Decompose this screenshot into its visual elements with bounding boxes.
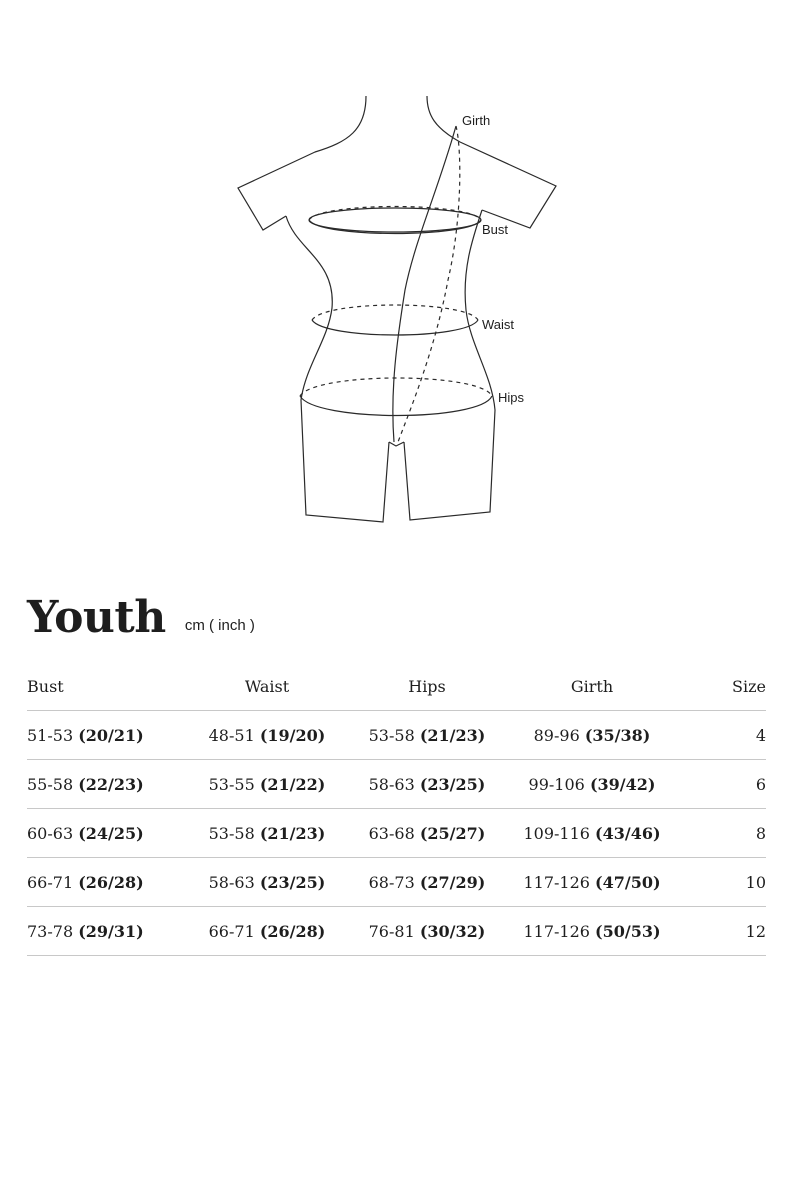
- girth-cm: 117-126: [523, 921, 590, 941]
- size-cell: 4: [682, 711, 766, 760]
- bust-inch: (24/25): [78, 823, 144, 843]
- hips-inch: (25/27): [419, 823, 486, 843]
- bust-cell: [27, 858, 182, 907]
- girth-cm: 109-116: [523, 823, 590, 843]
- waist-inch: (21/23): [259, 823, 326, 843]
- hips-cm: 58-63: [368, 774, 415, 794]
- waist-cm: 53-55: [208, 774, 255, 794]
- hips-inch: (27/29): [419, 872, 486, 892]
- right-torso-outline: [404, 210, 495, 520]
- waist-cell: [182, 760, 352, 809]
- hips-inch: (23/25): [419, 774, 486, 794]
- bust-front-line: [309, 208, 481, 232]
- girth-inch: (39/42): [589, 774, 656, 794]
- girth-inch: (47/50): [595, 872, 661, 892]
- right-shoulder-outline: [427, 96, 556, 228]
- waist-cm: 58-63: [208, 872, 255, 892]
- table-header-row: [27, 662, 766, 711]
- waist-inch: (26/28): [259, 921, 326, 941]
- size-cell: 8: [682, 809, 766, 858]
- hips-cell: [352, 711, 502, 760]
- waist-back-line: [312, 305, 478, 320]
- girth-label: Girth: [462, 113, 491, 128]
- body-outline-illustration: [220, 90, 560, 530]
- hips-cell: [352, 809, 502, 858]
- bust-cm: 51-53: [27, 725, 74, 745]
- waist-cell: [182, 809, 352, 858]
- bust-cell: [27, 907, 182, 956]
- table-row: [27, 858, 766, 907]
- girth-cell: [502, 760, 682, 809]
- hips-cell: [352, 907, 502, 956]
- girth-front-line: [393, 126, 456, 442]
- hips-cell: [352, 858, 502, 907]
- hips-label: Hips: [498, 390, 525, 405]
- chart-heading: [27, 592, 255, 643]
- girth-cm: 117-126: [523, 872, 590, 892]
- hips-cm: 63-68: [368, 823, 415, 843]
- waist-inch: (19/20): [259, 725, 326, 745]
- bust-cm: 66-71: [27, 872, 74, 892]
- waist-inch: (21/22): [259, 774, 326, 794]
- hips-inch: (30/32): [419, 921, 486, 941]
- hips-cm: 53-58: [368, 725, 415, 745]
- girth-inch: (43/46): [595, 823, 661, 843]
- bust-cell: [27, 711, 182, 760]
- table-row: [27, 809, 766, 858]
- hips-back-line: [300, 378, 492, 396]
- waist-cm: 66-71: [208, 921, 255, 941]
- girth-back-line: [398, 126, 460, 442]
- bust-inch: (22/23): [78, 774, 144, 794]
- girth-cell: [502, 858, 682, 907]
- waist-cell: [182, 907, 352, 956]
- hips-cell: [352, 760, 502, 809]
- page-title: Youth: [27, 592, 166, 643]
- bust-inch: (29/31): [78, 921, 144, 941]
- bust-cell: [27, 809, 182, 858]
- waist-label: Waist: [482, 317, 515, 332]
- girth-inch: (50/53): [595, 921, 661, 941]
- table-row: [27, 907, 766, 956]
- bust-inch: (26/28): [78, 872, 144, 892]
- size-cell: 6: [682, 760, 766, 809]
- girth-cell: [502, 711, 682, 760]
- girth-cell: [502, 809, 682, 858]
- waist-front-arc: [312, 320, 478, 335]
- unit-note: cm ( inch ): [184, 617, 255, 634]
- waist-cell: [182, 711, 352, 760]
- hips-inch: (21/23): [419, 725, 486, 745]
- bust-cm: 55-58: [27, 774, 74, 794]
- col-header-girth: Girth: [502, 662, 682, 711]
- waist-cm: 48-51: [208, 725, 255, 745]
- bust-inch: (20/21): [78, 725, 144, 745]
- girth-cell: [502, 907, 682, 956]
- hips-front-arc: [300, 396, 492, 416]
- waist-cm: 53-58: [208, 823, 255, 843]
- bust-label: Bust: [482, 222, 509, 237]
- table-row: [27, 760, 766, 809]
- girth-cm: 99-106: [528, 774, 585, 794]
- col-header-waist: Waist: [182, 662, 352, 711]
- crotch-outline: [389, 442, 404, 446]
- col-header-bust: Bust: [27, 662, 182, 711]
- table-row: [27, 711, 766, 760]
- size-cell: 12: [682, 907, 766, 956]
- size-cell: 10: [682, 858, 766, 907]
- col-header-hips: Hips: [352, 662, 502, 711]
- col-header-size: Size: [682, 662, 766, 711]
- hips-cm: 68-73: [368, 872, 415, 892]
- waist-inch: (23/25): [259, 872, 326, 892]
- left-torso-outline: [286, 216, 389, 522]
- girth-cm: 89-96: [533, 725, 580, 745]
- bust-cell: [27, 760, 182, 809]
- girth-inch: (35/38): [584, 725, 651, 745]
- bust-cm: 73-78: [27, 921, 74, 941]
- hips-cm: 76-81: [368, 921, 415, 941]
- measurement-figure: [220, 90, 560, 530]
- waist-cell: [182, 858, 352, 907]
- size-table: [27, 662, 766, 956]
- bust-cm: 60-63: [27, 823, 74, 843]
